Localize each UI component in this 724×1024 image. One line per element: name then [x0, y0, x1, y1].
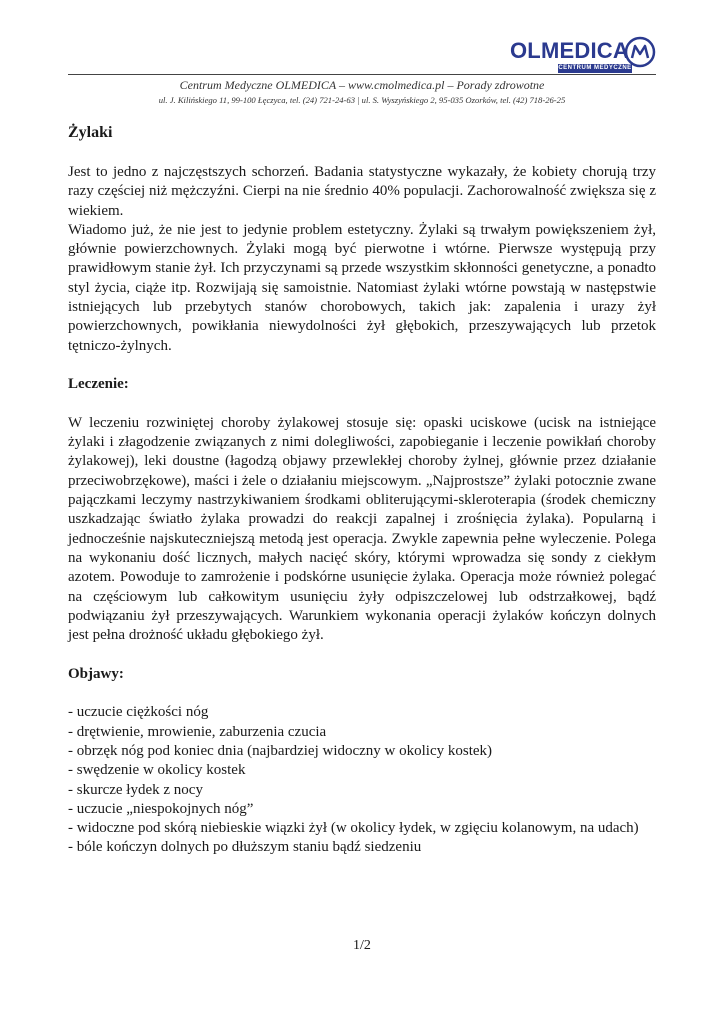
list-item: - swędzenie w okolicy kostek — [68, 762, 246, 779]
logo-text: OLMEDICA — [510, 38, 629, 63]
intro-paragraph-1: Jest to jedno z najczęstszych schorzeń. Badania statystyczne wykazały, że kobiety chorują trzy razy częściej niż mężczyźni. Cierpi na nie średnio 40% populacji. Zachorowalność zwiększa się z wiekiem. — [68, 164, 656, 219]
article-body — [68, 163, 656, 858]
treatment-paragraph: W leczeniu rozwiniętej choroby żylakowej stosuje się: opaski uciskowe (ucisk na istniejące żylaki i złagodzenie związanych z nimi dolegliwości, zapobieganie i leczenie powikłań choroby żylakowej), leki doustne (łagodzą objawy przewlekłej choroby żylnej, głównie przez działanie przeciwobrzękowe), maści i żele o działaniu miejscowym. „Najprostsze” żylaki potocznie zwane pajączkami leczymy nastrzykiwaniem środkami obliterującymi-skleroterapia (środek chemiczny uszkadzając światło żylaka prowadzi do reakcji zapalnej i zrośnięcia żylaka). Popularną i jednocześnie najskuteczniejszą metodą jest operacja. Zwykle zapewnia pełne wyleczenie. Polega na wykonaniu dość licznych, małych nacięć skóry, którymi wprowadza się sondy z ciekłym azotem. Powoduje to zamrożenie i podskórne usunięcie żylaka. Operacja może również polegać na częściowym lub całkowitym usunięciu żyły odpiszczelowej lub odstrzałkowej, bądź podwiązaniu żył przeszywających. Warunkiem wykonania operacji żylaków kończyn dolnych jest pełna drożność układu głębokiego żył. — [68, 414, 656, 644]
list-item: - drętwienie, mrowienie, zaburzenia czucia — [68, 723, 327, 740]
list-item: - obrzęk nóg pod koniec dnia (najbardziej widoczny w okolicy kostek) — [68, 742, 493, 759]
list-item: - uczucie „niespokojnych nóg” — [68, 800, 254, 817]
header-divider — [68, 74, 656, 75]
symptoms-list — [68, 703, 656, 857]
list-item: - uczucie ciężkości nóg — [68, 704, 209, 721]
header-addresses: ul. J. Kilińskiego 11, 99-100 Łęczyca, tel. (24) 721-24-63 | ul. S. Wyszyńskiego 2, 95-035 Ozorków, tel. (42) 718-26-25 — [158, 95, 566, 105]
logo-subtitle: CENTRUM MEDYCZNE — [558, 65, 632, 71]
treatment-heading: Leczenie: — [68, 376, 129, 393]
list-item: - widoczne pod skórą niebieskie wiązki żył (w okolicy łydek, w zgięciu kolanowym, na udach) — [68, 820, 639, 837]
intro-paragraph-2: Wiadomo już, że nie jest to jedynie problem estetyczny. Żylaki są trwałym powiększeniem żył, głównie powierzchownych. Żylaki mogą być pierwotne i wtórne. Pierwsze występują przy prawidłowym stanie żył. Ich przyczynami są przede wszystkim skłonności genetyczne, a ponadto styl życia, ciąże itp. Rozwijają się samoistnie. Natomiast żylaki wtórne powstają w następstwie istniejących lub przebytych stanów chorobowych, takich jak: zapalenia i urazy żył powierzchownych, powikłania niewydolności żył głębokich, przeszywających lub przetok tętniczo-żylnych. — [68, 221, 656, 354]
page-number: 1/2 — [353, 938, 371, 953]
list-item: - skurcze łydek z nocy — [68, 781, 203, 798]
page-title: Żylaki — [68, 124, 113, 141]
olmedica-emblem-icon — [624, 36, 656, 68]
list-item: - bóle kończyn dolnych po dłuższym staniu bądź siedzeniu — [68, 839, 422, 856]
header-title: Centrum Medyczne OLMEDICA – www.cmolmedica.pl – Porady zdrowotne — [179, 78, 545, 92]
symptoms-heading: Objawy: — [68, 665, 124, 682]
olmedica-logo — [510, 36, 660, 76]
